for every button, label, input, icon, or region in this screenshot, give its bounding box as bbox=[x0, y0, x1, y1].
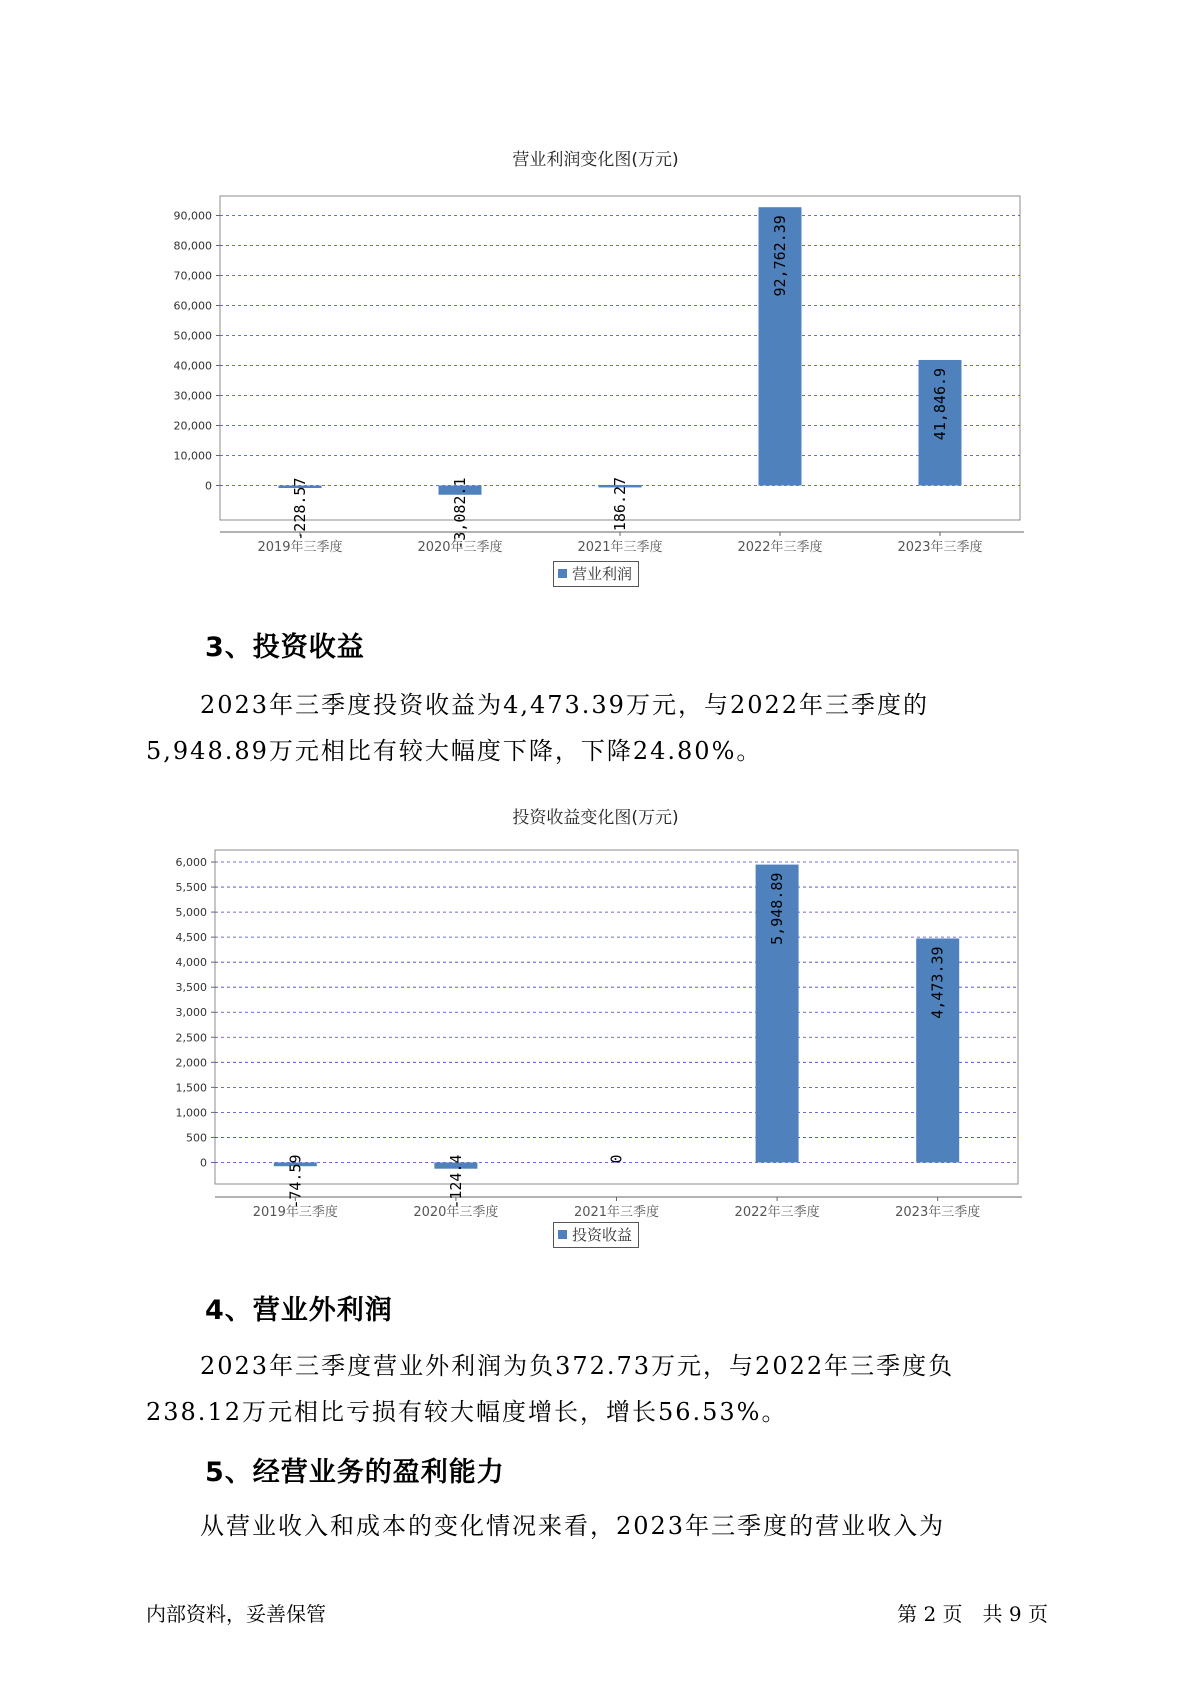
data-label: 186.27 bbox=[611, 476, 629, 532]
y-tick-label: 0 bbox=[200, 1156, 207, 1170]
y-tick-label: 6,000 bbox=[175, 856, 207, 870]
y-tick-label: 2,000 bbox=[175, 1056, 207, 1070]
section-heading: 4、营业外利润 bbox=[205, 1295, 393, 1326]
legend-label: 营业利润 bbox=[572, 565, 633, 583]
legend-label: 投资收益 bbox=[572, 1226, 633, 1244]
section-paragraph: 2023年三季度营业外利润为负372.73万元，与2022年三季度负238.12万元相比亏损有较大幅度增长，增长56.53%。 bbox=[146, 1352, 955, 1426]
y-tick-label: 90,000 bbox=[173, 209, 212, 223]
y-tick-label: 40,000 bbox=[173, 359, 212, 373]
y-tick-label: 10,000 bbox=[173, 449, 212, 463]
chart-legend bbox=[553, 561, 639, 587]
y-tick-label: 50,000 bbox=[173, 329, 212, 343]
y-tick-label: 4,000 bbox=[175, 956, 207, 970]
data-label: 41,846.9 bbox=[931, 367, 949, 441]
y-tick-label: 60,000 bbox=[173, 299, 212, 313]
y-tick-label: 2,500 bbox=[175, 1031, 207, 1045]
footer-left: 内部资料，妥善保管 bbox=[146, 1602, 326, 1626]
section-heading: 3、投资收益 bbox=[205, 632, 365, 663]
x-tick-label: 2023年三季度 bbox=[895, 1205, 981, 1220]
data-label: 5,948.89 bbox=[768, 872, 787, 945]
plot-area bbox=[220, 196, 1020, 520]
x-tick-label: 2020年三季度 bbox=[417, 540, 503, 555]
data-label: 92,762.39 bbox=[771, 215, 789, 297]
section-paragraph: 从营业收入和成本的变化情况来看，2023年三季度的营业收入为 bbox=[200, 1512, 946, 1540]
y-tick-label: 500 bbox=[186, 1131, 207, 1145]
chart-title: 营业利润变化图(万元) bbox=[512, 150, 679, 170]
x-tick-label: 2021年三季度 bbox=[573, 1205, 660, 1220]
y-tick-label: 3,500 bbox=[175, 981, 207, 995]
data-label: 0 bbox=[607, 1154, 626, 1164]
x-tick-label: 2020年三季度 bbox=[413, 1205, 499, 1220]
data-label: 4,473.39 bbox=[928, 946, 947, 1019]
plot-area bbox=[215, 850, 1018, 1184]
y-tick-label: 1,000 bbox=[175, 1106, 207, 1120]
legend-swatch-icon bbox=[558, 569, 567, 578]
section-paragraph: 2023年三季度投资收益为4,473.39万元，与2022年三季度的5,948.89万元相比有较大幅度下降，下降24.80%。 bbox=[146, 691, 930, 765]
data-label: -124.4 bbox=[446, 1154, 465, 1209]
y-tick-label: 5,500 bbox=[175, 881, 207, 895]
x-tick-label: 2022年三季度 bbox=[737, 540, 823, 555]
y-tick-label: 4,500 bbox=[175, 931, 207, 945]
section-heading: 5、经营业务的盈利能力 bbox=[205, 1457, 505, 1488]
y-tick-label: 1,500 bbox=[175, 1081, 207, 1095]
x-tick-label: 2019年三季度 bbox=[252, 1205, 338, 1220]
x-tick-label: 2019年三季度 bbox=[257, 540, 343, 555]
y-tick-label: 3,000 bbox=[175, 1006, 207, 1020]
chart-title: 投资收益变化图(万元) bbox=[512, 808, 679, 828]
x-tick-label: 2023年三季度 bbox=[897, 540, 983, 555]
operating-profit-chart bbox=[0, 180, 1191, 620]
data-label: -74.59 bbox=[286, 1154, 305, 1209]
data-label: -3,082.1 bbox=[451, 477, 469, 550]
data-label: -228.57 bbox=[291, 477, 309, 541]
page-number: 第 2 页 共 9 页 bbox=[897, 1602, 1048, 1626]
chart-legend bbox=[553, 1222, 639, 1248]
y-tick-label: 20,000 bbox=[173, 419, 212, 433]
y-tick-label: 0 bbox=[205, 479, 212, 493]
y-tick-label: 70,000 bbox=[173, 269, 212, 283]
y-tick-label: 30,000 bbox=[173, 389, 212, 403]
investment-income-chart bbox=[0, 840, 1191, 1230]
y-tick-label: 5,000 bbox=[175, 906, 207, 920]
x-tick-label: 2022年三季度 bbox=[734, 1205, 820, 1220]
x-tick-label: 2021年三季度 bbox=[577, 540, 663, 555]
y-tick-label: 80,000 bbox=[173, 239, 212, 253]
legend-swatch-icon bbox=[558, 1230, 567, 1239]
